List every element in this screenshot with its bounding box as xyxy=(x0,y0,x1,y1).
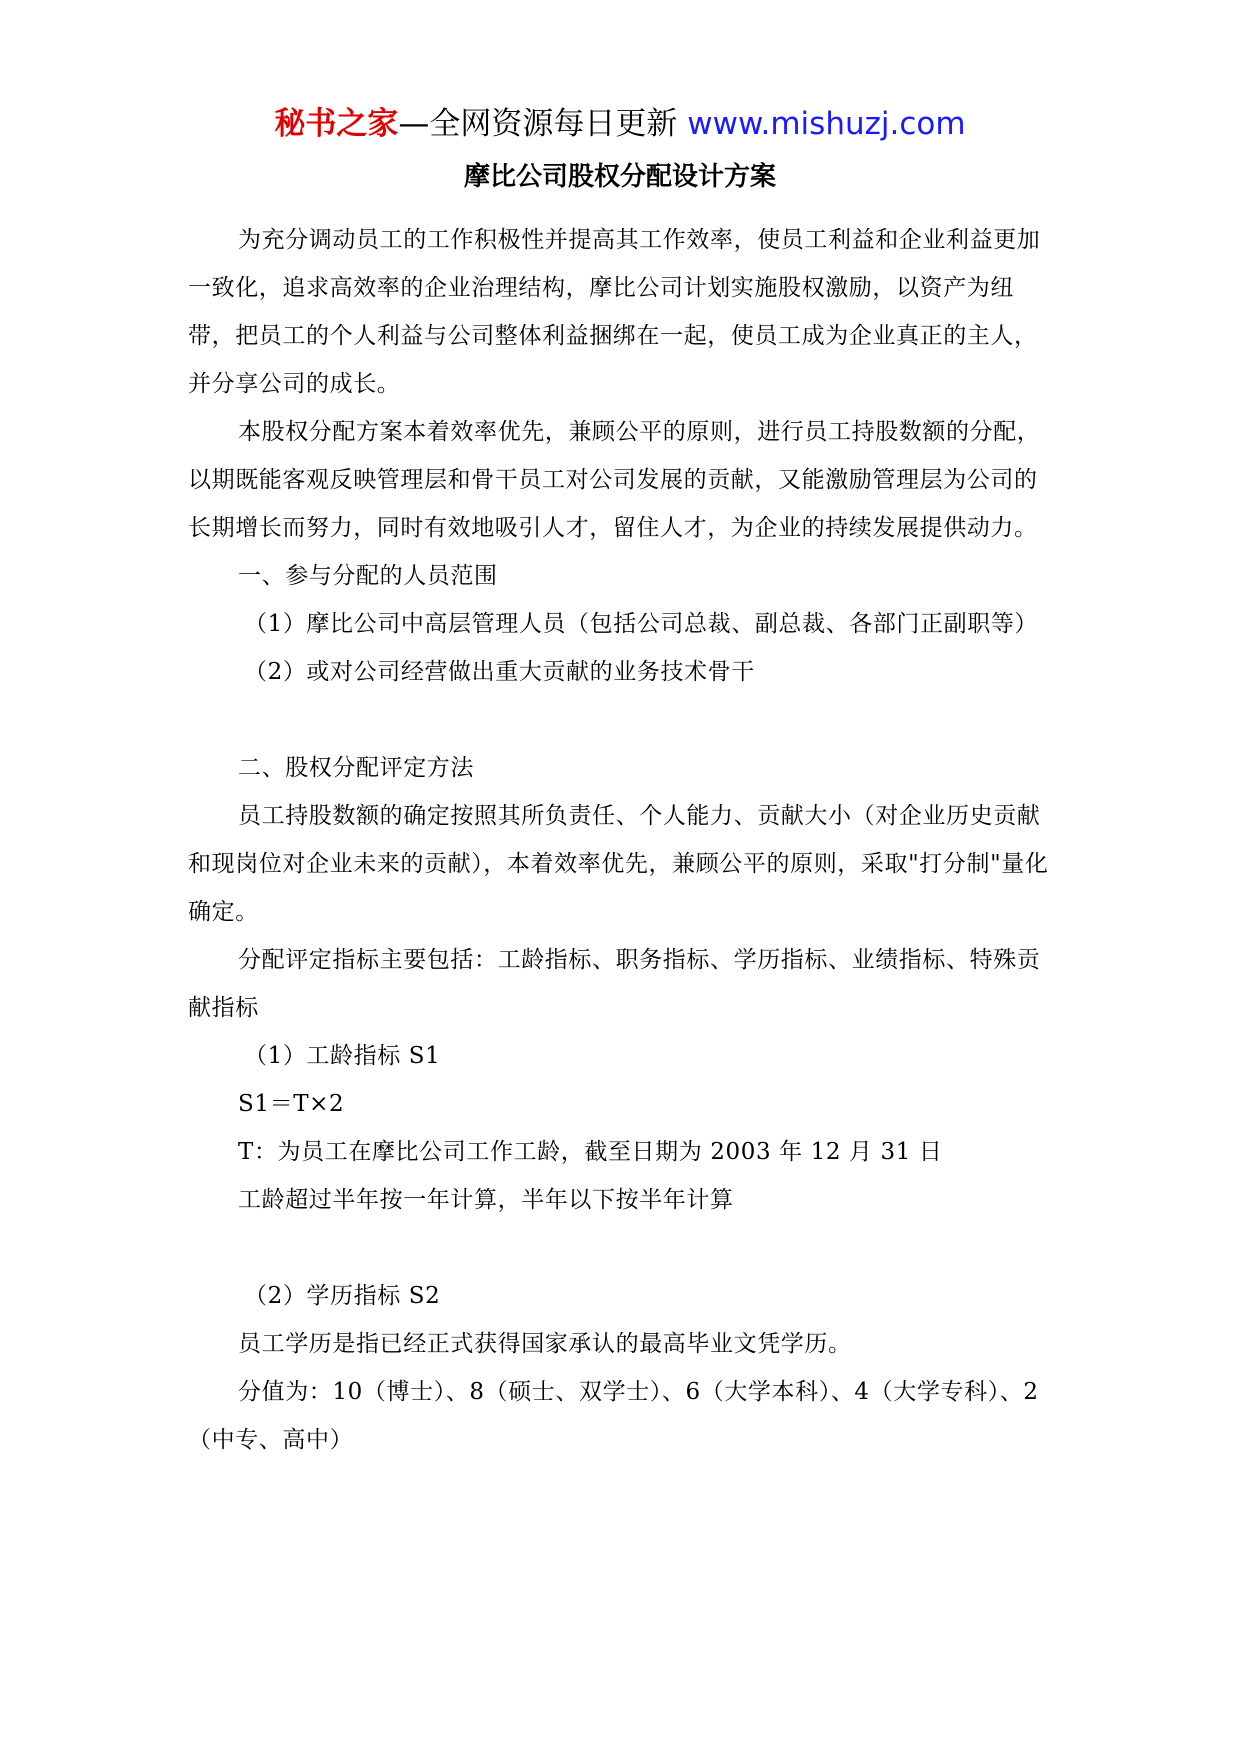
s1-heading: （1）工龄指标 S1 xyxy=(244,1043,441,1069)
section-1-item-1: （1）摩比公司中高层管理人员（包括公司总裁、副总裁、各部门正副职等） xyxy=(244,611,1039,637)
s2-definition: 员工学历是指已经正式获得国家承认的最高毕业文凭学历。 xyxy=(238,1331,852,1357)
brand-name: 秘书之家 xyxy=(274,106,399,142)
section-2-paragraph-1: 员工持股数额的确定按照其所负责任、个人能力、贡献大小（对企业历史贡献和现岗位对企业未来的贡献），本着效率优先，兼顾公平的原则，采取"打分制"量化确定。 xyxy=(188,803,1049,925)
intro-paragraph-2: 本股权分配方案本着效率优先，兼顾公平的原则，进行员工持股数额的分配，以期既能客观反映管理层和骨干员工对公司发展的贡献，又能激励管理层为公司的长期增长而努力，同时有效地吸引人才，留住人才，为企业的持续发展提供动力。 xyxy=(188,419,1041,541)
blank-line xyxy=(188,696,1058,744)
s1-rule: 工龄超过半年按一年计算，半年以下按半年计算 xyxy=(238,1187,734,1213)
document-body xyxy=(188,216,1058,1464)
intro-paragraph-1: 为充分调动员工的工作积极性并提高其工作效率，使员工利益和企业利益更加一致化，追求高效率的企业治理结构，摩比公司计划实施股权激励，以资产为纽带，把员工的个人利益与公司整体利益捆绑在一起，使员工成为企业真正的主人，并分享公司的成长。 xyxy=(188,227,1041,397)
banner-tagline: —全网资源每日更新 xyxy=(398,106,678,142)
section-2-heading: 二、股权分配评定方法 xyxy=(238,755,474,781)
site-banner xyxy=(0,100,1240,148)
blank-line xyxy=(188,1224,1058,1272)
section-2-paragraph-2: 分配评定指标主要包括：工龄指标、职务指标、学历指标、业绩指标、特殊贡献指标 xyxy=(188,947,1041,1021)
section-1-item-2: （2）或对公司经营做出重大贡献的业务技术骨干 xyxy=(244,659,755,685)
s2-values: 分值为：10（博士）、8（硕士、双学士）、6（大学本科）、4（大学专科）、2（中专、高中） xyxy=(188,1379,1039,1453)
section-1-heading: 一、参与分配的人员范围 xyxy=(238,563,498,589)
s1-definition: T：为员工在摩比公司工作工龄，截至日期为 2003 年 12 月 31 日 xyxy=(238,1139,943,1165)
document-title: 摩比公司股权分配设计方案 xyxy=(463,162,776,192)
s1-formula: S1＝T×2 xyxy=(238,1091,345,1117)
site-url[interactable]: www.mishuzj.com xyxy=(687,106,966,142)
s2-heading: （2）学历指标 S2 xyxy=(244,1283,441,1309)
